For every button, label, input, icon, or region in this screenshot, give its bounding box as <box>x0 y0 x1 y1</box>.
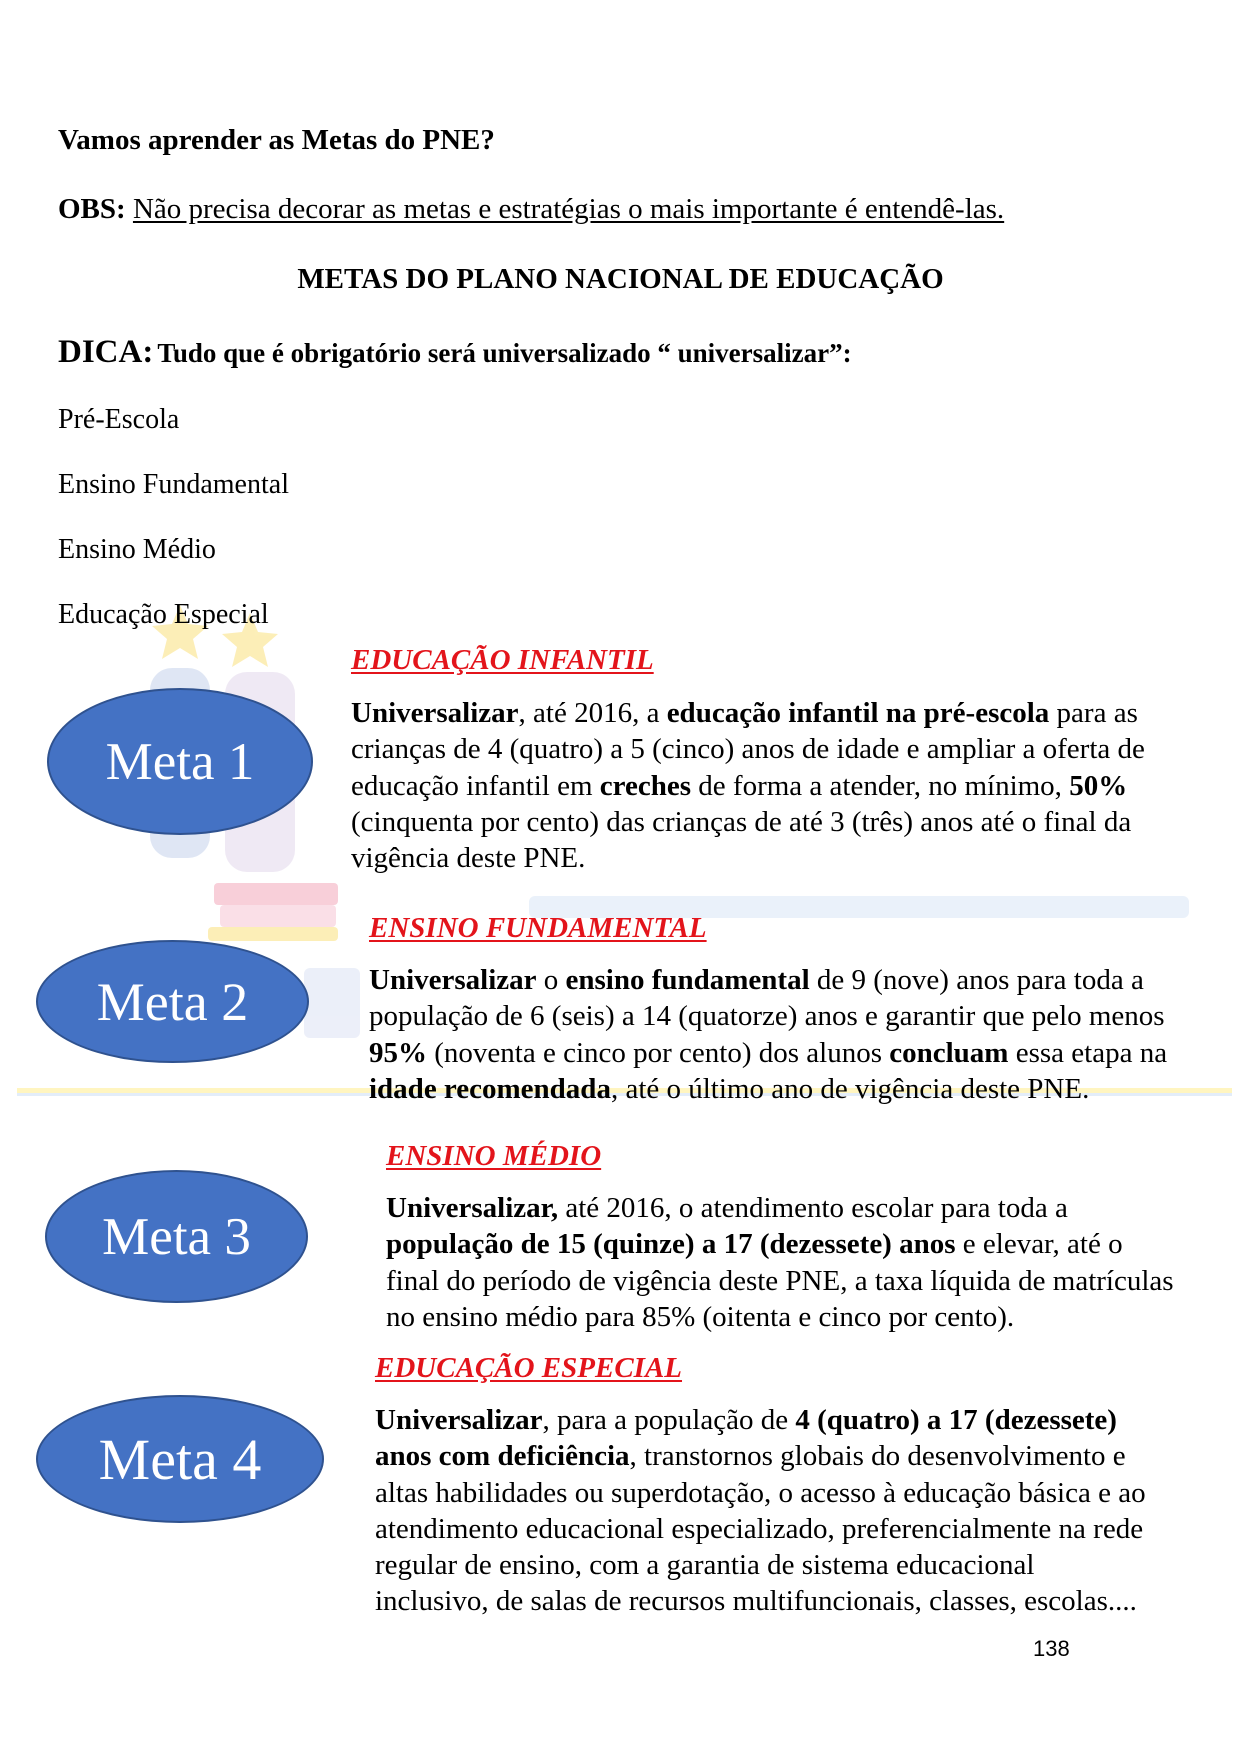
page-heading: Vamos aprender as Metas do PNE? <box>58 124 495 156</box>
meta-4-line <box>375 1438 1146 1474</box>
illustration-book-shape <box>208 927 338 941</box>
meta-1-heading: EDUCAÇÃO INFANTIL <box>351 644 654 676</box>
list-item: Pré-Escola <box>58 404 180 435</box>
obs-text: Não precisa decorar as metas e estratégias o mais importante é entendê-las. <box>132 193 1005 225</box>
obs-note <box>58 191 1004 227</box>
illustration-book-shape <box>220 905 336 927</box>
meta-text: e elevar, até o <box>955 1228 1123 1261</box>
meta-2-heading: ENSINO FUNDAMENTAL <box>369 912 707 944</box>
meta-text: altas habilidades ou superdotação, o acesso à educação básica e ao <box>375 1476 1146 1509</box>
meta-text: , até o último ano de vigência deste PNE. <box>610 1072 1090 1105</box>
meta-2-paragraph <box>369 962 1167 1107</box>
meta-3-line <box>386 1299 1174 1335</box>
meta-3-paragraph <box>386 1190 1174 1335</box>
meta-text-bold: idade recomendada <box>369 1072 611 1105</box>
meta-1-badge <box>47 688 313 835</box>
meta-text: vigência deste PNE. <box>351 842 586 875</box>
illustration-book-shape <box>214 883 338 905</box>
meta-text: população de 6 (seis) a 14 (quatorze) anos e garantir que pelo menos <box>369 1000 1165 1033</box>
section-title: METAS DO PLANO NACIONAL DE EDUCAÇÃO <box>297 263 944 295</box>
meta-text-bold: 4 (quatro) a 17 (dezessete) <box>795 1404 1117 1436</box>
meta-4-heading: EDUCAÇÃO ESPECIAL <box>375 1352 683 1384</box>
meta-2-badge-label: Meta 2 <box>96 971 249 1032</box>
meta-text: , transtornos globais do desenvolvimento e <box>629 1440 1126 1473</box>
meta-text: atendimento educacional especializado, preferencialmente na rede <box>375 1512 1144 1545</box>
meta-text: essa etapa na <box>1008 1036 1168 1069</box>
meta-3-line <box>386 1226 1174 1262</box>
meta-text-bold: ensino fundamental <box>565 964 810 996</box>
list-item: Ensino Fundamental <box>58 469 289 500</box>
dica-label: DICA: <box>58 334 154 370</box>
meta-text: no ensino médio para 85% (oitenta e cinco por cento). <box>386 1300 1015 1333</box>
page-number: 138 <box>1033 1636 1070 1661</box>
meta-text-bold: creches <box>599 769 692 802</box>
meta-text-bold: 95% <box>369 1036 427 1069</box>
meta-text: o <box>536 964 566 996</box>
meta-text: crianças de 4 (quatro) a 5 (cinco) anos de idade e ampliar a oferta de <box>351 733 1145 766</box>
meta-4-line <box>375 1475 1146 1511</box>
meta-1-line <box>351 731 1145 767</box>
meta-1-line <box>351 695 1145 731</box>
meta-text: de 9 (nove) anos para toda a <box>809 964 1144 996</box>
meta-3-heading: ENSINO MÉDIO <box>386 1140 602 1172</box>
meta-text: (cinquenta por cento) das crianças de até 3 (três) anos até o final da <box>351 805 1132 838</box>
meta-text-bold: 50% <box>1069 769 1128 802</box>
meta-text-bold: Universalizar <box>369 964 537 996</box>
meta-4-line <box>375 1511 1146 1547</box>
meta-3-badge <box>45 1170 308 1303</box>
meta-3-line <box>386 1190 1174 1226</box>
dica-note <box>58 332 852 378</box>
illustration-book-shape <box>304 968 360 1038</box>
meta-text: , até 2016, a <box>518 697 667 729</box>
meta-text: inclusivo, de salas de recursos multifuncionais, classes, escolas.... <box>375 1585 1137 1618</box>
meta-text: para as <box>1049 697 1138 729</box>
meta-2-line <box>369 998 1167 1034</box>
meta-2-line <box>369 1035 1167 1071</box>
meta-3-line <box>386 1263 1174 1299</box>
meta-text: final do período de vigência deste PNE, a taxa líquida de matrículas <box>386 1264 1174 1297</box>
list-item: Ensino Médio <box>58 534 216 565</box>
meta-text-bold: população de 15 (quinze) a 17 (dezessete) anos <box>386 1228 956 1261</box>
meta-text: até 2016, o atendimento escolar para toda a <box>558 1192 1068 1224</box>
meta-2-badge <box>36 940 309 1063</box>
list-item: Educação Especial <box>58 599 269 630</box>
meta-1-line <box>351 804 1145 840</box>
meta-text-bold: anos com deficiência <box>375 1440 630 1473</box>
meta-4-badge-label: Meta 4 <box>98 1426 262 1492</box>
meta-text-bold: educação infantil na pré-escola <box>666 697 1050 729</box>
meta-3-badge-label: Meta 3 <box>102 1207 251 1266</box>
meta-4-paragraph <box>375 1402 1146 1620</box>
obs-label: OBS: <box>58 193 126 225</box>
meta-text-bold: concluam <box>889 1036 1009 1069</box>
meta-text: educação infantil em <box>351 769 600 802</box>
meta-4-badge <box>36 1395 324 1523</box>
meta-2-line <box>369 1071 1167 1107</box>
meta-text: , para a população de <box>542 1404 796 1436</box>
meta-4-line <box>375 1547 1146 1583</box>
meta-text: regular de ensino, com a garantia de sistema educacional <box>375 1549 1035 1582</box>
meta-4-line <box>375 1583 1146 1619</box>
dica-text: Tudo que é obrigatório será universalizado “ universalizar”: <box>157 338 852 368</box>
meta-text-bold: Universalizar, <box>386 1192 559 1224</box>
meta-text: de forma a atender, no mínimo, <box>691 769 1070 802</box>
meta-1-paragraph <box>351 695 1145 876</box>
meta-1-line <box>351 768 1145 804</box>
meta-4-line <box>375 1402 1146 1438</box>
meta-text-bold: Universalizar <box>351 697 519 729</box>
meta-1-line <box>351 840 1145 876</box>
meta-2-line <box>369 962 1167 998</box>
meta-text: (noventa e cinco por cento) dos alunos <box>427 1036 890 1069</box>
meta-1-badge-label: Meta 1 <box>105 732 255 791</box>
meta-text-bold: Universalizar <box>375 1404 543 1436</box>
